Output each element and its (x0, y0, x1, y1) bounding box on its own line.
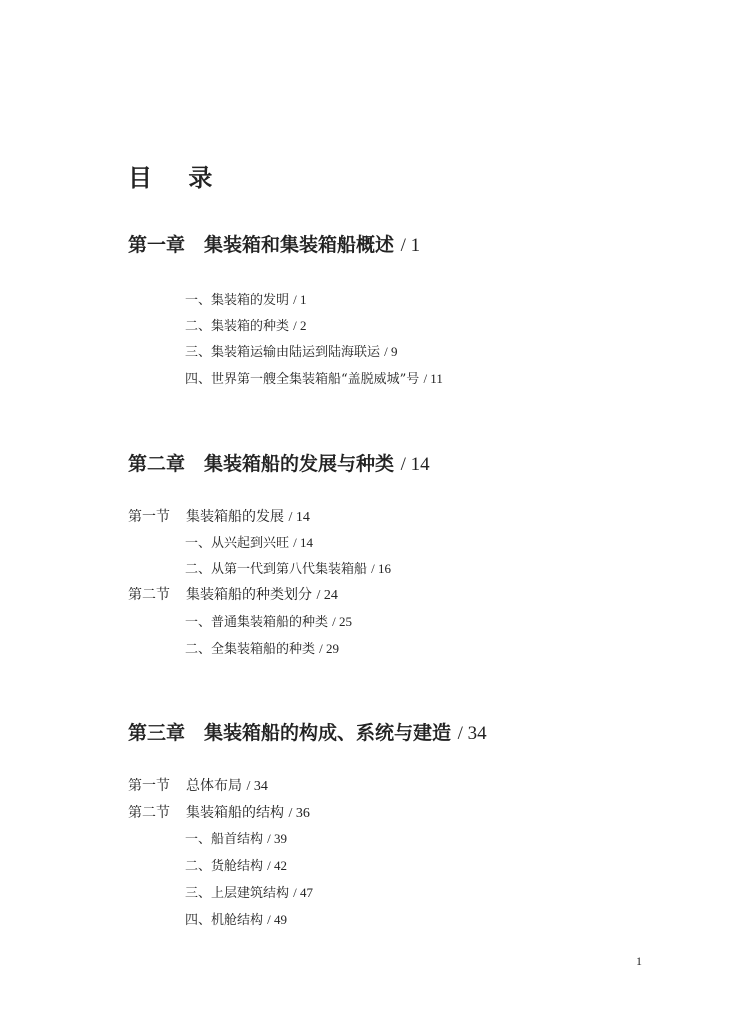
chapter-heading (128, 449, 430, 476)
section-label: 第一节 (128, 778, 170, 794)
toc-item (185, 882, 313, 901)
item-page: / 11 (423, 371, 443, 386)
item-text: 二、货舱结构 (185, 859, 264, 874)
item-page: / 1 (293, 292, 307, 307)
section-title: 总体布局 (186, 778, 242, 794)
item-text: 一、船首结构 (185, 832, 264, 847)
item-text: 二、全集装箱船的种类 (185, 642, 316, 657)
chapter-heading (128, 718, 487, 745)
toc-item (185, 855, 287, 874)
toc-item (185, 341, 398, 360)
toc-item (185, 289, 307, 308)
toc-item (185, 315, 307, 334)
item-page: / 42 (267, 858, 288, 873)
section-label: 第二节 (128, 805, 170, 821)
toc-item (185, 558, 391, 577)
toc-item (185, 828, 287, 847)
chapter-title: 第一章 集装箱和集装箱船概述 (128, 234, 395, 256)
item-text: 四、机舱结构 (185, 913, 264, 928)
chapter-heading (128, 230, 420, 257)
section-title: 集装箱船的结构 (186, 805, 284, 821)
section-page: / 36 (288, 806, 310, 821)
toc-section (128, 775, 268, 795)
item-page: / 47 (293, 885, 314, 900)
item-text: 二、集装箱的种类 (185, 319, 290, 334)
chapter-title: 第三章 集装箱船的构成、系统与建造 (128, 722, 452, 744)
chapter-title: 第二章 集装箱船的发展与种类 (128, 453, 395, 475)
item-page: / 39 (267, 831, 288, 846)
toc-section (128, 506, 310, 526)
toc-item (185, 532, 313, 551)
chapter-page: / 1 (400, 235, 421, 256)
item-text: 一、从兴起到兴旺 (185, 536, 290, 551)
item-text: 四、世界第一艘全集装箱船“盖脱威城”号 (185, 372, 420, 387)
section-page: / 24 (316, 588, 338, 603)
item-text: 一、普通集装箱船的种类 (185, 615, 329, 630)
section-title: 集装箱船的发展 (186, 509, 284, 525)
toc-section (128, 802, 310, 822)
item-text: 一、集装箱的发明 (185, 293, 290, 308)
item-page: / 16 (371, 561, 392, 576)
chapter-page: / 34 (457, 723, 487, 744)
item-text: 三、上层建筑结构 (185, 886, 290, 901)
item-page: / 9 (384, 344, 398, 359)
item-text: 三、集装箱运输由陆运到陆海联运 (185, 345, 381, 360)
item-text: 二、从第一代到第八代集装箱船 (185, 562, 368, 577)
section-page: / 14 (288, 510, 310, 525)
toc-item (185, 638, 339, 657)
item-page: / 2 (293, 318, 307, 333)
item-page: / 29 (319, 641, 340, 656)
toc-title: 目 录 (128, 163, 227, 192)
section-page: / 34 (246, 779, 268, 794)
item-page: / 25 (332, 614, 353, 629)
toc-section (128, 584, 338, 604)
toc-item (185, 611, 352, 630)
section-label: 第一节 (128, 509, 170, 525)
item-page: / 14 (293, 535, 314, 550)
page-number: 1 (636, 954, 642, 968)
section-label: 第二节 (128, 587, 170, 603)
chapter-page: / 14 (400, 454, 430, 475)
section-title: 集装箱船的种类划分 (186, 587, 312, 603)
toc-item (185, 368, 443, 387)
item-page: / 49 (267, 912, 288, 927)
toc-item (185, 909, 287, 928)
